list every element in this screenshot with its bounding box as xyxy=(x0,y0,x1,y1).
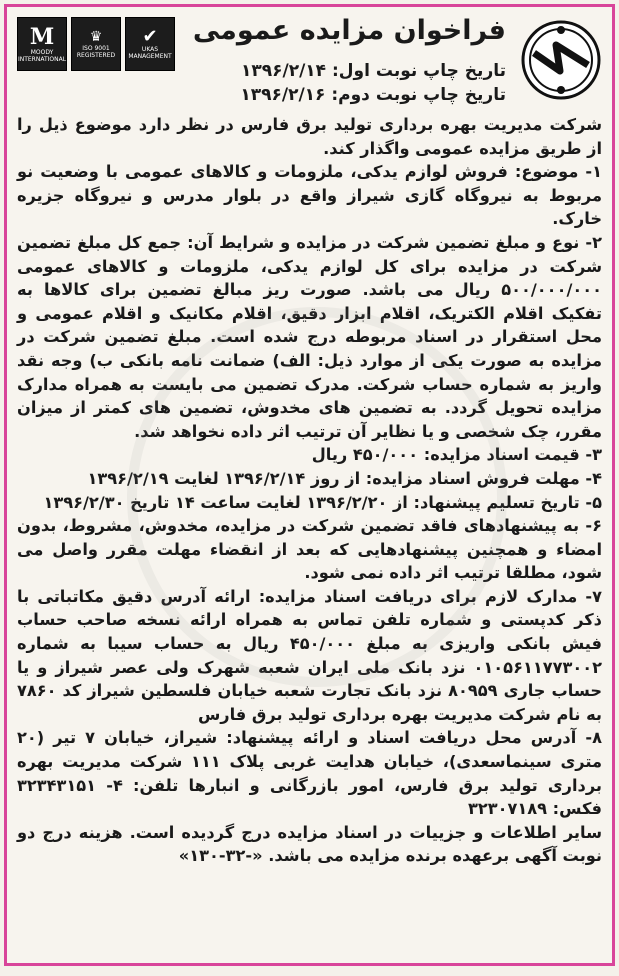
section-7-heading: ۷- مدارک لازم برای دریافت اسناد مزایده: xyxy=(258,586,602,606)
iso-label: ISO 9001 xyxy=(82,45,110,52)
section-1-text: فروش لوازم یدکی، ملزومات و کالاهای عمومی با وضعیت نو مربوط به نیروگاه گازی شیراز واقع در بلوار مدرس و نیروگاه جزیره خارک. xyxy=(17,162,602,229)
section-1-heading: ۱- موضوع: xyxy=(514,162,602,182)
moody-label: MOODY xyxy=(30,49,54,56)
section-7-text: ارائه آدرس دقیق مکاتباتی با ذکر کدپستی و شماره تلفن تماس به همراه ارائه نسخه صاحب حساب فیش بانکی واریزی به مبلغ ۴۵۰/۰۰۰ ریال به حساب سیبا به شماره ۰۱۰۵۶۱۱۷۷۳۰۰۲ نزد بانک ملی ایران شعبه شهرک ولی عصر شیراز و یا حساب جاری ۸۰۹۵۹ نزد بانک تجارت شعبه خیابان فلسطین شیراز کد ۷۸۶۰ به نام شرکت مدیریت بهره برداری تولید برق فارس xyxy=(17,586,602,724)
ukas-cert-logo xyxy=(125,17,175,71)
certificate-logos xyxy=(17,17,175,71)
section-5 xyxy=(17,491,602,515)
second-print-date: تاریخ چاپ نوبت دوم: ۱۳۹۶/۲/۱۶ xyxy=(240,85,506,105)
notice-title: فراخوان مزایده عمومی xyxy=(192,15,506,46)
section-8-heading: ۸- آدرس محل دریافت اسناد و ارائه پیشنهاد: xyxy=(226,728,602,748)
section-3-heading: ۳- قیمت اسناد مزایده: xyxy=(423,445,602,465)
section-4-text: از روز ۱۳۹۶/۲/۱۴ لغایت ۱۳۹۶/۲/۱۹ xyxy=(87,468,366,488)
crown-icon: ♛ xyxy=(89,29,103,45)
section-2-text: جمع کل مبلغ تضمین شرکت در مزایده برای کل لوازم یدکی، ملزومات و کالاهای عمومی ۵۰۰/۰۰۰/۰۰۰ ریال می باشد. صورت ریز مبالغ تضمین برای کالاها به تفکیک اقلام الکتریک، اقلام ابزار دقیق، اقلام مکانیک و اقلام عمومی و محل استقرار در اسناد مربوطه درج شده است. مبلغ تضمین شرکت در مزایده به صورت یکی از موارد ذیل: الف) ضمانت نامه بانکی ب) وجه نقد واریز به شماره حساب شرکت. مدرک تضمین می بایست به همراه مدارک مزایده تحویل گردد. به تضمین های مخدوش، تضمین های کمتر از میزان مقرر، چک شخصی و یا نظایر آن ترتیب اثر داده نخواهد شد. xyxy=(17,232,602,441)
section-1 xyxy=(17,160,602,231)
section-8 xyxy=(17,726,602,820)
section-2-heading: ۲- نوع و مبلغ تضمین شرکت در مزایده و شرایط آن: xyxy=(187,232,602,252)
checkmark-icon: ✔ xyxy=(142,26,158,47)
section-5-text: از ۱۳۹۶/۲/۲۰ لغایت ساعت ۱۴ تاریخ ۱۳۹۶/۲/۳۰ xyxy=(43,492,414,512)
closing-text xyxy=(17,821,602,868)
notice-body xyxy=(7,113,612,868)
moody-cert-logo xyxy=(17,17,67,71)
section-6: ۶- به پیشنهادهای فاقد تضمین شرکت در مزایده، مخدوش، مشروط، بدون امضاء و همچنین پیشنهادهایی که بعد از انقضاء مهلت مقرر واصل می شود، مطلقا ترتیب اثر داده نمی شود. xyxy=(17,516,602,583)
first-print-date: تاریخ چاپ نوبت اول: ۱۳۹۶/۲/۱۴ xyxy=(240,61,506,81)
ukas-label: UKAS xyxy=(141,46,159,53)
ukas-sublabel: MANAGEMENT xyxy=(128,53,172,60)
intro-text: شرکت مدیریت بهره برداری تولید برق فارس در نظر دارد موضوع ذیل را از طریق مزایده عمومی واگذار کند. xyxy=(17,115,602,158)
section-4-heading: ۴- مهلت فروش اسناد مزایده: xyxy=(365,468,602,488)
print-dates xyxy=(240,59,506,107)
section-3-text: ۴۵۰/۰۰۰ ریال xyxy=(311,445,424,465)
company-emblem-icon xyxy=(520,19,602,101)
section-3 xyxy=(17,443,602,467)
moody-mark: M xyxy=(29,24,55,50)
section-8-text: شیراز، خیابان ۷ تیر (۲۰ متری سینماسعدی)، خیابان هدایت غربی پلاک ۱۱۱ شرکت مدیریت بهره برداری تولید برق فارس، امور بازرگانی و انبارها تلفن: ۴- ۳۲۳۴۳۱۵۱ فکس: ۳۲۳۰۷۱۸۹ xyxy=(17,728,602,819)
iso-sublabel: REGISTERED xyxy=(76,52,116,59)
closing-sentence: سایر اطلاعات و جزییات در اسناد مزایده درج گردیده است. هزینه درج دو نوبت آگهی برعهده برنده مزایده می باشد. xyxy=(17,822,602,866)
auction-notice xyxy=(4,4,615,966)
notice-code: «۱۳۰-۳۲-» xyxy=(178,846,263,866)
section-4 xyxy=(17,467,602,491)
iso-cert-logo xyxy=(71,17,121,71)
section-2 xyxy=(17,231,602,443)
section-5-heading: ۵- تاریخ تسلیم پیشنهاد: xyxy=(413,492,602,512)
moody-sublabel: INTERNATIONAL xyxy=(17,56,67,63)
header xyxy=(7,7,612,119)
section-7 xyxy=(17,585,602,727)
